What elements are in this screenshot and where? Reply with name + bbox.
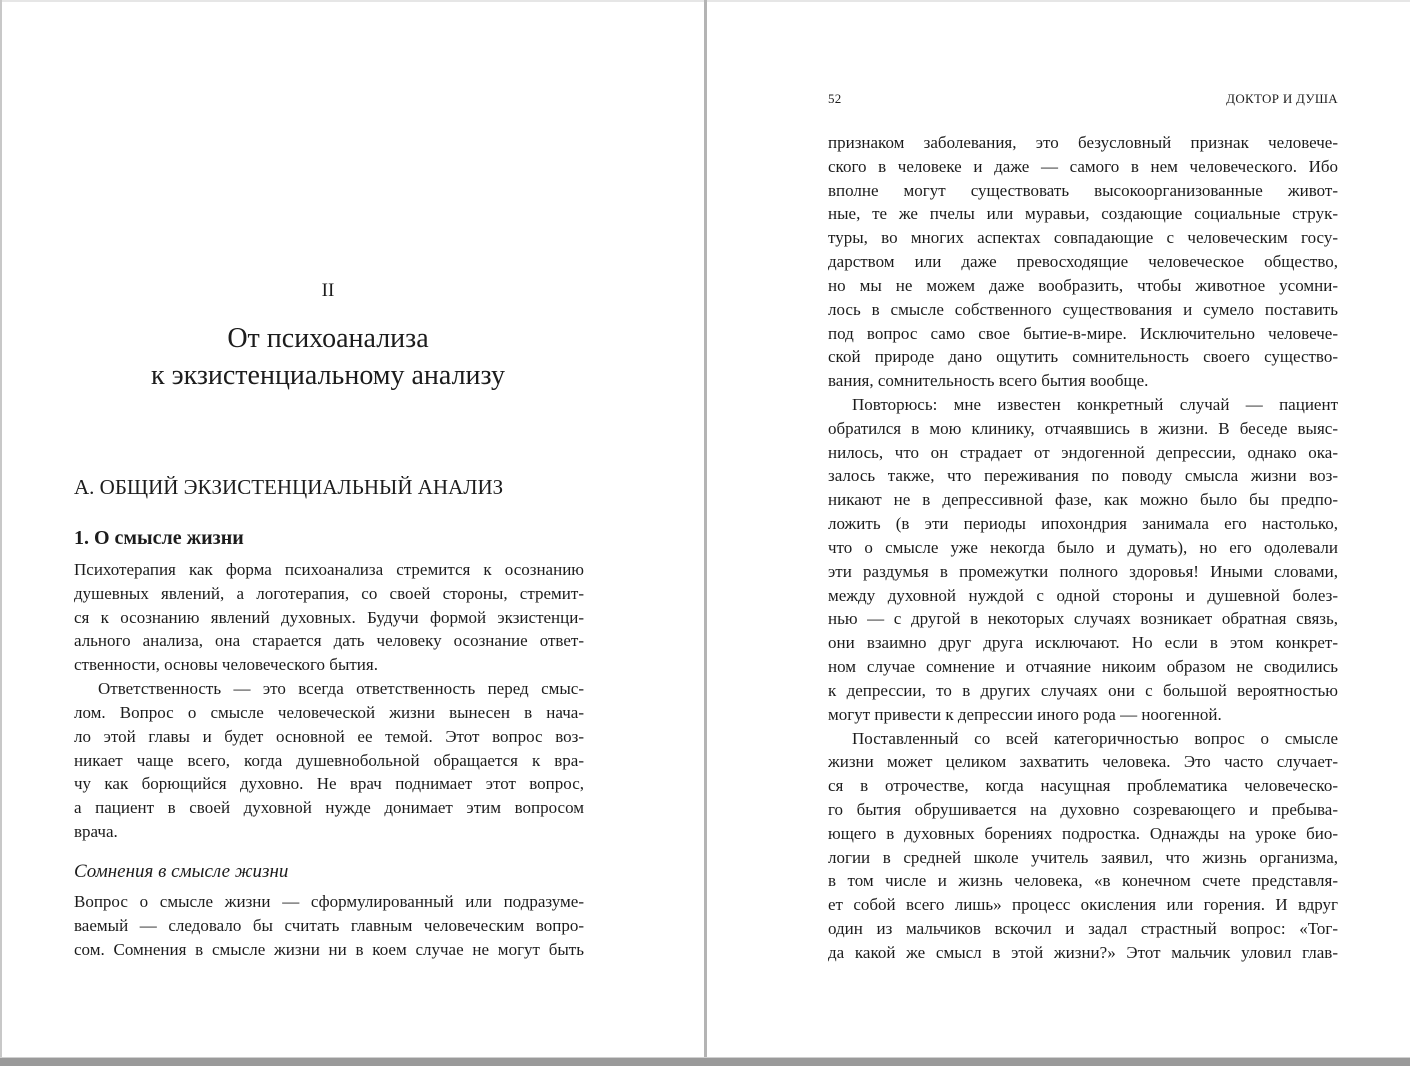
text-line: вполне могут существовать высокоорганизованные живот- <box>828 180 1338 200</box>
text-line: но мы не можем даже вообразить, чтобы животное усомни- <box>828 275 1338 295</box>
text-line: ся в отрочестве, когда насущная проблематика человеческо- <box>828 776 1338 796</box>
text-line: вания, сомнительность всего бытия вообще. <box>828 371 1149 391</box>
text-line: ющего в духовных борениях подростка. Однажды на уроке био- <box>828 823 1338 843</box>
left-page <box>0 0 704 1057</box>
text-line: Вопрос о смысле жизни — сформулированный или подразуме- <box>74 892 584 911</box>
text-line: Повторюсь: мне известен конкретный случай — пациент <box>852 395 1338 415</box>
chapter-number: II <box>321 280 335 301</box>
page-number: 52 <box>828 91 842 106</box>
text-line: к депрессии, то в других случаях они с большой вероятностью <box>828 680 1338 700</box>
text-line: могут привести к депрессии иного рода — ноогенной. <box>828 704 1222 724</box>
text-line: ального анализа, она старается дать человеку осознание ответ- <box>74 631 584 651</box>
text-line: да какой же смысл в этой жизни?» Этот мальчик уловил глав- <box>828 942 1338 962</box>
text-line: признаком заболевания, это безусловный признак человече- <box>828 133 1338 152</box>
text-line: никает чаще всего, когда душевнобольной обращается к вра- <box>74 750 584 770</box>
italic-subheading: Сомнения в смысле жизни <box>74 861 289 882</box>
text-line: ся к осознанию явлений духовных. Будучи формой экзистенци- <box>74 607 584 627</box>
right-page <box>707 0 1410 1057</box>
text-line: врача. <box>74 822 118 842</box>
text-line: Ответственность — это всегда ответственность перед смыс- <box>98 679 584 699</box>
text-line: душевных явлений, а логотерапия, со своей стороны, стремит- <box>74 583 584 603</box>
text-line: эти раздумья в промежутки полного здоровья! Иными словами, <box>828 561 1338 581</box>
text-line: Психотерапия как форма психоанализа стремится к осознанию <box>74 560 584 579</box>
text-line: дарством или даже превосходящие человеческое общество, <box>828 252 1338 272</box>
text-line: ет собой всего лишь» процесс окисления или горения. И вдруг <box>828 895 1338 915</box>
text-line: что о смысле уже некогда было и думать), но его одолевали <box>828 537 1338 557</box>
text-line: лось в смысле собственного существования и сумело поставить <box>828 299 1338 319</box>
text-line: а пациент в своей духовной нужде донимает этим вопросом <box>74 798 584 818</box>
text-line: ского в человеке и даже — самого в нем человеческого. Ибо <box>828 156 1338 176</box>
text-line: го бытия обрушивается на духовно созревающего и пребыва- <box>828 799 1338 819</box>
chapter-title-line-2: к экзистенциальному анализу <box>150 360 506 391</box>
text-line: один из мальчиков вскочил и задал страстный вопрос: «Тог- <box>828 919 1338 939</box>
text-line: ственности, основы человеческого бытия. <box>74 655 378 675</box>
text-line: лом. Вопрос о смысле человеческой жизни вынесен в нача- <box>74 702 584 722</box>
chapter-title-line-1: От психоанализа <box>227 323 429 354</box>
text-line: в том числе и жизнь человека, «в конечном счете представля- <box>828 871 1338 891</box>
text-line: жизни может целиком захватить человека. Это часто случает- <box>828 752 1338 772</box>
text-line: ложить (в эти периоды ипохондрия занимала его настолько, <box>828 514 1338 534</box>
text-line: нью — с другой в некоторых случаях возникает обратная связь, <box>828 609 1338 629</box>
text-line: ло этой главы и будет основной ее темой. Этот вопрос воз- <box>74 726 584 746</box>
section-title: А. ОБЩИЙ ЭКЗИСТЕНЦИАЛЬНЫЙ АНАЛИЗ <box>74 475 504 499</box>
text-line: туры, во многих аспектах совпадающие с человеческим госу- <box>828 228 1338 248</box>
text-line: ской природе дано ощутить сомнительность своего существо- <box>828 347 1338 367</box>
text-line: Поставленный со всей категоричностью вопрос о смысле <box>852 728 1338 748</box>
subsection-title: 1. О смысле жизни <box>74 527 244 549</box>
text-line: обратился в мою клинику, отчаявшись в жизни. В беседе выяс- <box>828 418 1338 438</box>
text-line: ваемый — следовало бы считать главным человеческим вопро- <box>74 915 584 935</box>
text-line: логии в средней школе учитель заявил, что жизнь организма, <box>828 847 1338 867</box>
running-head: ДОКТОР И ДУША <box>1226 91 1338 106</box>
text-line: нилось, что он страдает от эндогенной депрессии, однако ока- <box>828 442 1338 462</box>
text-line: ном случае сомнение и отчаяние никоим образом не сводились <box>828 657 1338 677</box>
text-line: никают не в депрессивной фазе, как можно было бы предпо- <box>828 490 1338 510</box>
text-line: они взаимно друг друга исключают. Но если в этом конкрет- <box>828 633 1338 653</box>
text-line: ные, те же пчелы или муравьи, создающие социальные струк- <box>828 204 1338 224</box>
text-line: чу как борющийся духовно. Не врач поднимает этот вопрос, <box>74 774 584 794</box>
text-line: между духовной нуждой с одной стороны и душевной болез- <box>828 585 1338 605</box>
text-line: сом. Сомнения в смысле жизни ни в коем случае не могут быть <box>74 939 584 959</box>
text-line: залось также, что переживания по поводу смысла жизни воз- <box>828 466 1338 486</box>
text-line: под вопрос само свое бытие-в-мире. Исключительно человече- <box>828 323 1338 343</box>
